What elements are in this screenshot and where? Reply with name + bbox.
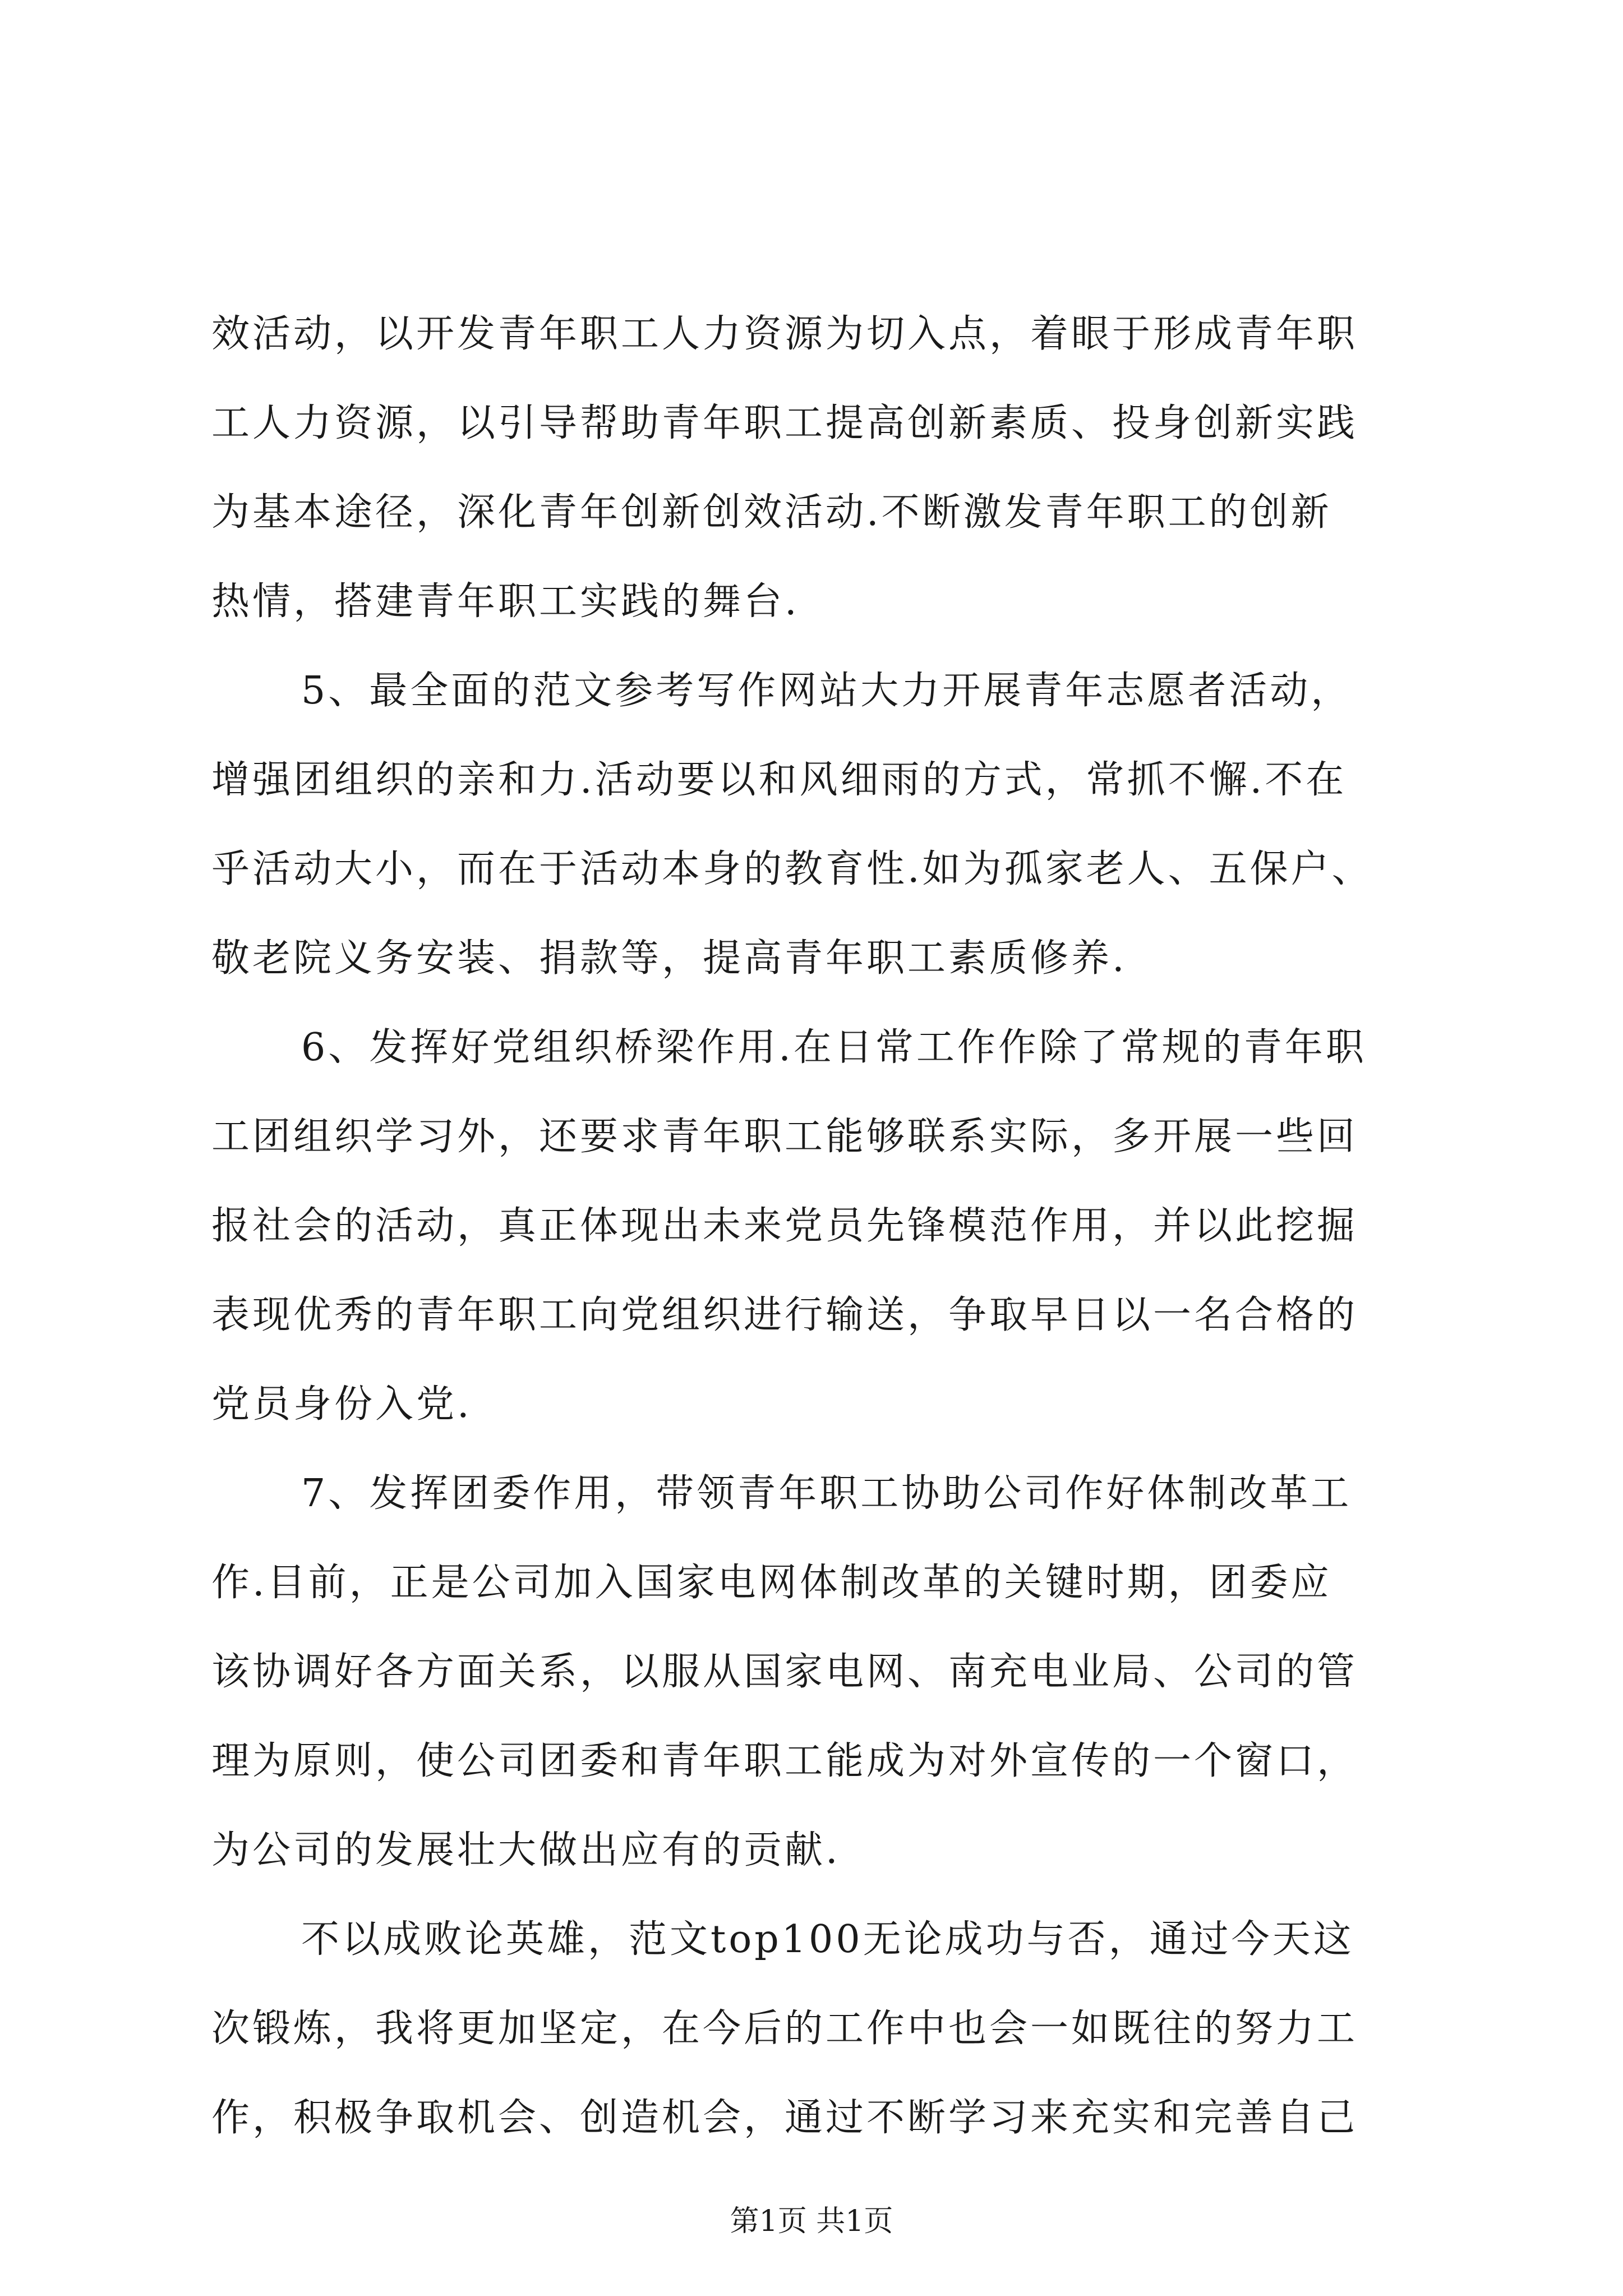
text-line: 表现优秀的青年职工向党组织进行输送，争取早日以一名合格的 bbox=[211, 1293, 1358, 1337]
paragraph-first-line: 7、发挥团委作用，带领青年职工协助公司作好体制改革工 bbox=[301, 1471, 1352, 1516]
text-line: 次锻炼，我将更加坚定，在今后的工作中也会一如既往的努力工 bbox=[211, 2007, 1358, 2051]
paragraph-first-line: 5、最全面的范文参考写作网站大力开展青年志愿者活动， bbox=[301, 669, 1352, 713]
page-footer: 第1页 共1页 bbox=[730, 2205, 893, 2238]
text-line: 为基本途径，深化青年创新创效活动.不断激发青年职工的创新 bbox=[211, 490, 1332, 535]
text-line: 敬老院义务安装、捐款等，提高青年职工素质修养. bbox=[211, 936, 1127, 981]
text-line: 乎活动大小，而在于活动本身的教育性.如为孤家老人、五保户、 bbox=[211, 847, 1373, 891]
paragraph-first-line: 6、发挥好党组织桥梁作用.在日常工作作除了常规的青年职 bbox=[301, 1025, 1367, 1070]
text-line: 效活动，以开发青年职工人力资源为切入点，着眼于形成青年职 bbox=[211, 312, 1358, 356]
text-line: 作.目前，正是公司加入国家电网体制改革的关键时期，团委应 bbox=[211, 1561, 1332, 1605]
text-line: 作，积极争取机会、创造机会，通过不断学习来充实和完善自己 bbox=[211, 2096, 1358, 2140]
text-line: 增强团组织的亲和力.活动要以和风细雨的方式，常抓不懈.不在 bbox=[211, 758, 1347, 802]
text-line: 该协调好各方面关系，以服从国家电网、南充电业局、公司的管 bbox=[211, 1650, 1358, 1694]
text-line: 党员身份入党. bbox=[211, 1382, 472, 1427]
text-line: 报社会的活动，真正体现出未来党员先锋模范作用，并以此挖掘 bbox=[211, 1204, 1358, 1248]
text-line: 为公司的发展壮大做出应有的贡献. bbox=[211, 1828, 841, 1872]
text-line: 理为原则，使公司团委和青年职工能成为对外宣传的一个窗口， bbox=[211, 1739, 1358, 1783]
text-line: 工人力资源，以引导帮助青年职工提高创新素质、投身创新实践 bbox=[211, 401, 1358, 445]
text-line: 工团组织学习外，还要求青年职工能够联系实际，多开展一些回 bbox=[211, 1115, 1358, 1159]
text-line: 热情，搭建青年职工实践的舞台. bbox=[211, 579, 800, 624]
paragraph-first-line: 不以成败论英雄，范文top100无论成功与否，通过今天这 bbox=[301, 1917, 1354, 1962]
